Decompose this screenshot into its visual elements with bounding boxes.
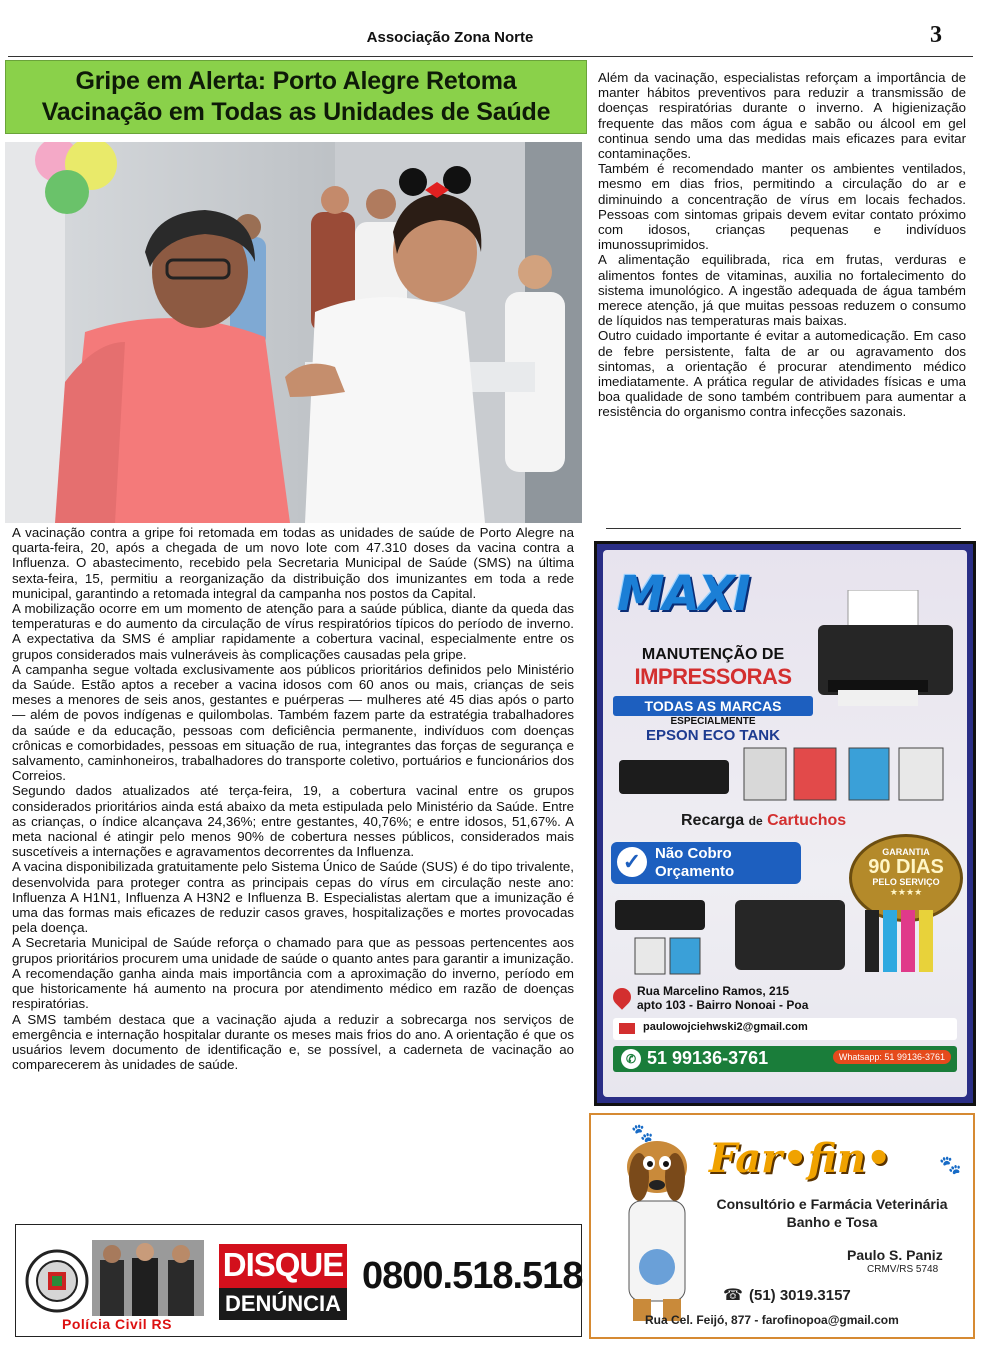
address-line-1: Rua Marcelino Ramos, 215 xyxy=(637,984,790,998)
maxi-line-4: ESPECIALMENTE xyxy=(670,716,756,727)
maxi-line-3: TODAS AS MARCAS xyxy=(613,696,813,716)
farofino-crmv: CRMV/RS 5748 xyxy=(867,1264,939,1275)
farofino-doctor: Paulo S. Paniz xyxy=(847,1247,943,1263)
headline-line-2: Vacinação em Todas as Unidades de Saúde xyxy=(41,98,551,126)
maxi-line-1: MANUTENÇÃO DE xyxy=(641,646,785,663)
paragraph: A Secretaria Municipal de Saúde reforça o chamado para que as pessoas pertencentes aos grupos prioritários procurem uma unidade de saúde o quanto antes para garantir a imunização. A recomendação ganha ainda mais importância com a aproximação do inverno, período em que historicamente há aumento na procura por atendimento médico em razão de doenças respiratórias. xyxy=(12,935,574,1012)
maxi-email-bar xyxy=(613,1018,957,1040)
maxi-printer-ad xyxy=(594,541,976,1106)
address-line-2: apto 103 - Bairro Nonoai - Poa xyxy=(637,998,809,1012)
page-number: 3 xyxy=(930,22,942,48)
vaccination-photo-illustration xyxy=(5,142,582,523)
location-pin-icon xyxy=(609,984,634,1009)
maxi-whatsapp: Whatsapp: 51 99136-3761 xyxy=(833,1050,951,1064)
maxi-phone-bar xyxy=(613,1046,957,1072)
printer-and-ink-illustration xyxy=(615,890,961,980)
badge-top: GARANTIA xyxy=(882,847,930,857)
badge-stars: ★★★★ xyxy=(889,887,923,897)
disque-label: DISQUE xyxy=(222,1246,344,1283)
maxi-line-5: EPSON ECO TANK xyxy=(646,727,780,744)
paragraph: Outro cuidado importante é evitar a automedicação. Em caso de febre persistente, falta de ar ou agravamento dos sintomas, a orientação é procurar atendimento médico imediatamente. A prática regular de atividades físicas e uma boa qualidade de sono também contribuem para aumentar a resistência do organismo contra infecções sazonais. xyxy=(598,328,966,420)
column-divider xyxy=(606,528,961,529)
no-charge-quote-banner xyxy=(611,842,801,884)
mail-icon xyxy=(619,1023,635,1034)
cartridges-illustration xyxy=(619,742,949,806)
farofino-phone: (51) 3019.3157 xyxy=(749,1287,851,1304)
badge-days: 90 DIAS xyxy=(868,856,944,878)
disque-denuncia-logo xyxy=(219,1244,347,1320)
article-photo xyxy=(5,142,582,523)
rs-coat-of-arms-icon xyxy=(24,1248,90,1314)
maxi-line-2: IMPRESSORAS xyxy=(634,664,792,689)
printer-icon xyxy=(808,590,958,710)
police-officers-photo xyxy=(92,1240,204,1316)
paragraph: Além da vacinação, especialistas reforçam a importância de manter hábitos preventivos para reduzir a transmissão de doenças respiratórias durante o inverno. A higienização frequente das mãos com água e sabão ou álcool em gel continua sendo uma das medidas mais eficazes para evitar contaminações. xyxy=(598,70,966,162)
maxi-service-block xyxy=(613,646,813,744)
cartuchos-word: Cartuchos xyxy=(767,812,847,829)
farofino-logo: Far•fin• xyxy=(709,1135,892,1182)
maxi-address xyxy=(637,984,808,1012)
maxi-logo: MAXI xyxy=(617,566,749,622)
recarga-de-word: de xyxy=(748,814,763,828)
headline-box xyxy=(5,60,587,134)
badge-bottom: PELO SERVIÇO xyxy=(872,877,940,887)
headline-line-1: Gripe em Alerta: Porto Alegre Retoma xyxy=(75,67,517,95)
paragraph: A vacinação contra a gripe foi retomada em todas as unidades de saúde de Porto Alegre na quarta-feira, 20, após a chegada de um novo lote com 47.310 doses da vacina contra a Influenza. O abastecimento, recebido pela Secretaria Municipal de Saúde (SMS) na última sexta-feira, 15, permitiu a reorganização da distribuição dos imunizantes em toda a rede municipal, garantindo a retomada integral da campanha nos postos da Capital. xyxy=(12,525,574,601)
paragraph: A SMS também destaca que a vacinação ajuda a reduzir a sobrecarga nos serviços de emergência e internação hospitalar durante os meses mais frios do ano. A orientação é que os usuários levem documento de identificação e, se possível, a caderneta de vacinação ao comparecerem às unidades de saúde. xyxy=(12,1011,574,1073)
denuncia-label: DENÚNCIA xyxy=(219,1288,347,1320)
article-body-left xyxy=(12,525,574,1072)
whatsapp-icon: ✆ xyxy=(621,1049,641,1069)
farofino-vet-ad xyxy=(589,1113,975,1339)
paragraph: Também é recomendado manter os ambientes ventilados, mesmo em dias frios, permitindo a circulação do ar e diminuindo a concentração de vírus em locais fechados. Pessoas com sintomas gripais devem evitar contato próximo com idosos, crianças pequenas e indivíduos imunossuprimidos. xyxy=(598,161,966,253)
maxi-ad-panel xyxy=(603,550,967,1097)
paragraph: Segundo dados atualizados até terça-feira, 19, a cobertura vacinal entre os grupos considerados prioritários ainda está abaixo da meta estipulada pelo Ministério da Saúde. Entre as crianças, o índice alcançava 24,36%; entre gestantes, 40,76%; e entre idosos, 51,67%. A meta nacional é atingir pelo menos 90% de cobertura nesses públicos, considerados mais suscetíveis a internações e agravamentos decorrentes da Influenza. xyxy=(12,783,574,860)
maxi-email: paulowojciehwski2@gmail.com xyxy=(643,1021,808,1033)
check-icon: ✓ xyxy=(617,847,647,877)
police-caption: Polícia Civil RS xyxy=(62,1316,172,1332)
publication-name: Associação Zona Norte xyxy=(366,29,534,46)
paw-icon: 🐾 xyxy=(631,1123,654,1143)
paragraph: A alimentação equilibrada, rica em frutas, verduras e alimentos fontes de vitaminas, auxilia no fortalecimento do sistema imunológico. A ingestão adequada de água também merece atenção, já que muitas pessoas reduzem o consumo de líquidos nas temperaturas mais baixas. xyxy=(598,252,966,329)
paw-icon: 🐾 xyxy=(939,1155,962,1175)
header-rule xyxy=(8,56,973,57)
orcamento-line-2: Orçamento xyxy=(655,863,735,880)
maxi-phone: 51 99136-3761 xyxy=(647,1048,769,1068)
maxi-recarga xyxy=(681,812,846,830)
farofino-line-1: Consultório e Farmácia Veterinária xyxy=(716,1196,948,1212)
farofino-address: Rua Cel. Feijó, 877 - farofinopoa@gmail.com xyxy=(645,1313,899,1327)
farofino-services xyxy=(707,1195,957,1231)
orcamento-line-1: Não Cobro xyxy=(655,845,732,862)
hotline-number: 0800.518.518 xyxy=(362,1255,583,1297)
farofino-line-2: Banho e Tosa xyxy=(786,1214,878,1230)
paragraph: A vacina disponibilizada gratuitamente pelo Sistema Único de Saúde (SUS) é do tipo trivalente, desenvolvida para proteger contra as principais cepas do vírus em circulação neste ano: Influenza A H1N1, Influenza A H3N2 e Influenza B. Especialistas alertam que a imunização é uma das formas mais eficazes de reduzir casos graves, hospitalizações e mortes provocadas pela doença. xyxy=(12,859,574,936)
headline xyxy=(42,66,551,128)
telephone-icon: ☎ xyxy=(723,1287,743,1304)
paragraph: A campanha segue voltada exclusivamente aos públicos prioritários definidos pelo Ministério da Saúde. Estão aptos a receber a vacina idosos com 60 anos ou mais, crianças de seis meses a menores de seis anos, gestantes e puérperas — mulheres até 45 dias após o parto — além de povos indígenas e quilombolas. Também fazem parte da estratégia trabalhadores da saúde e da educação, pessoas com deficiência permanente, indivíduos com doenças crônicas e comorbidades, pessoas em situação de rua, integrantes das forças de segurança e salvamento, caminhoneiros, trabalhadores do transporte coletivo, portuários e funcionários dos Correios. xyxy=(12,661,574,784)
article-body-right xyxy=(598,70,966,420)
orcamento-text xyxy=(655,845,795,881)
recarga-word: Recarga xyxy=(681,812,745,829)
dog-mascot-icon xyxy=(599,1127,711,1327)
paragraph: A mobilização ocorre em um momento de atenção para a saúde pública, diante da queda das temperaturas e do aumento da circulação de vírus respiratórios típicos do período de inverno. A expectativa da SMS é ampliar rapidamente a cobertura vacinal, especialmente entre os grupos considerados mais vulneráveis às complicações causadas pela gripe. xyxy=(12,601,574,662)
